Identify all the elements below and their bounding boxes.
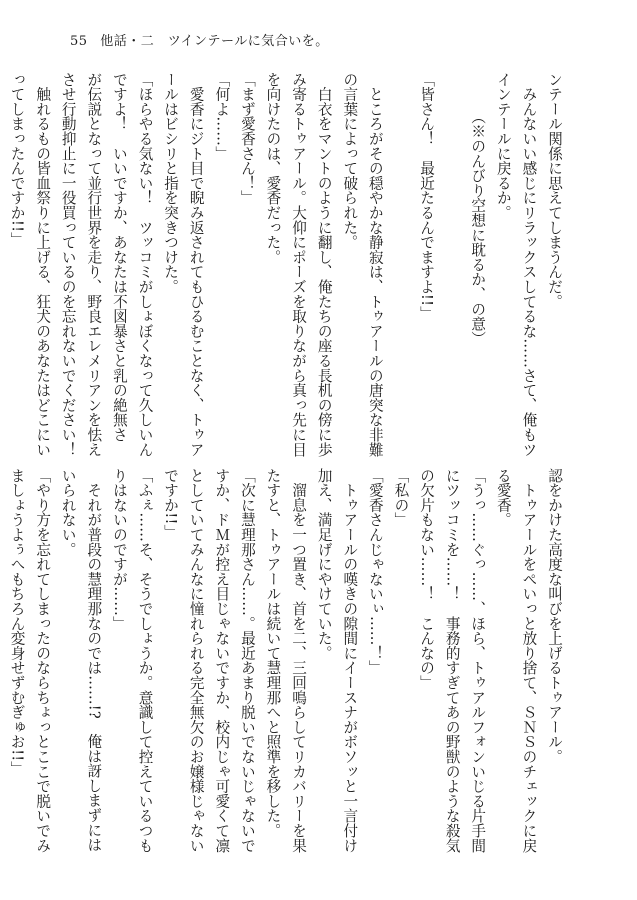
text-line: 「まず愛香さん！」 [238,72,256,206]
text-line: （※のんびり空想に耽るか、の意） [469,72,487,346]
text-line: みんないい感じにリラックスしてるな……さて、俺もツ [520,72,538,457]
text-line: 「ほらやる気ない！ ツッコミがしょぼくなって久しいん [136,72,154,457]
text-line: 「愛香さんじゃないぃ……！」 [366,468,384,676]
text-line: 愛香にジト目で睨み返されてもひるむことなく、トゥア [187,72,205,457]
text-line: 「うっ……ぐっ……、ほら、トゥアルフォンいじる片手間 [469,468,487,853]
text-line: 「皆さん！ 最近たるんでますよ!!」 [418,72,436,321]
text-line: ールはビシリと指を突きつけた。 [162,72,180,294]
text-line: 「ふぇ……そ、そうでしょうか。意識して控えているつも [136,468,154,853]
text-block-top [8,72,567,457]
text-line: る愛香。 [494,468,512,528]
text-line: ンテール関係に思えてしまうんだ。 [546,72,563,309]
text-line [439,72,465,452]
page-number: 55 [70,34,88,49]
text-line: たすと、トゥアールは続いて慧理那へと照準を移した。 [264,468,282,838]
text-line: りはないのですが……」 [110,468,128,631]
text-block-bottom [8,468,567,868]
text-line: 「次に慧理那さん……。最近あまり脱いでないじゃないで [238,468,256,853]
text-line: ましょうよぅへもちろん変身せずむぎゅお!!」 [8,468,26,777]
text-line: の欠片もない……！ こんなの」 [418,468,436,690]
text-line: 「何よ……」 [213,72,231,161]
text-line: の言葉によって破られた。 [341,72,359,250]
chapter-title: 他話・二 ツインテールに気合いを。 [100,34,329,49]
text-line: ところがその穏やかな静寂は、トゥアールの唐突な非難 [366,72,384,457]
text-line: 「やり方を忘れてしまったのならちょっとここで脱いでみ [34,468,52,853]
text-line: ですよ！ いいですか、あなたは不図暴さと乳の絶無さ [110,72,128,442]
text-line: 触れるもの皆血祭りに上げる、狂犬のあなたはどこにい [34,72,52,457]
text-line: させ行動抑止に一役買っているのを忘れないでください！ [59,72,77,457]
text-line: トゥアールの嘆きの隙間にイースナがボソッと一言付け [341,468,359,853]
text-line: としていてみんなに憧れられる完全無欠のお嬢様じゃない [187,468,205,853]
text-line: ってしまったんですか!!」 [8,72,26,247]
text-line [388,72,414,452]
text-line: を向けたのは、愛香だった。 [264,72,282,265]
text-line: インテールに戻るか。 [494,72,512,220]
text-line: 加え、満足げにやけていた。 [315,468,333,661]
text-line: 白衣をマントのように翻し、俺たちの座る長机の傍に歩 [315,72,333,457]
text-line: にツッコミを……！ 事務的すぎてあの野獣のような殺気 [443,468,461,853]
text-line: み寄るトゥアール。大仰にポーズを取りながら真っ先に目 [290,72,308,457]
text-line: 溜息を一つ置き、首を二、三回鳴らしてリカバリーを果 [290,468,308,853]
text-line: トゥアールをぺいっと放り捨て、ＳＮＳのチェックに戻 [520,468,538,853]
text-line: いられない。 [59,468,77,557]
text-line: 認をかけた高度な叫びを上げるトゥアール。 [546,468,563,764]
text-line: それが普段の慧理那なのでは……!? 俺は訝しまずには [85,468,103,853]
text-line: ですか!!」 [162,468,180,540]
text-line: すか、ドＭが控え目じゃないですか、校内じゃ可愛くて凛 [213,468,231,853]
text-line: 「私の」 [392,468,410,528]
running-header [70,30,329,49]
text-line [0,72,4,452]
text-line [0,468,4,868]
text-line: が伝説となって並行世界を走り、野良エレメリアンを怯え [85,72,103,457]
